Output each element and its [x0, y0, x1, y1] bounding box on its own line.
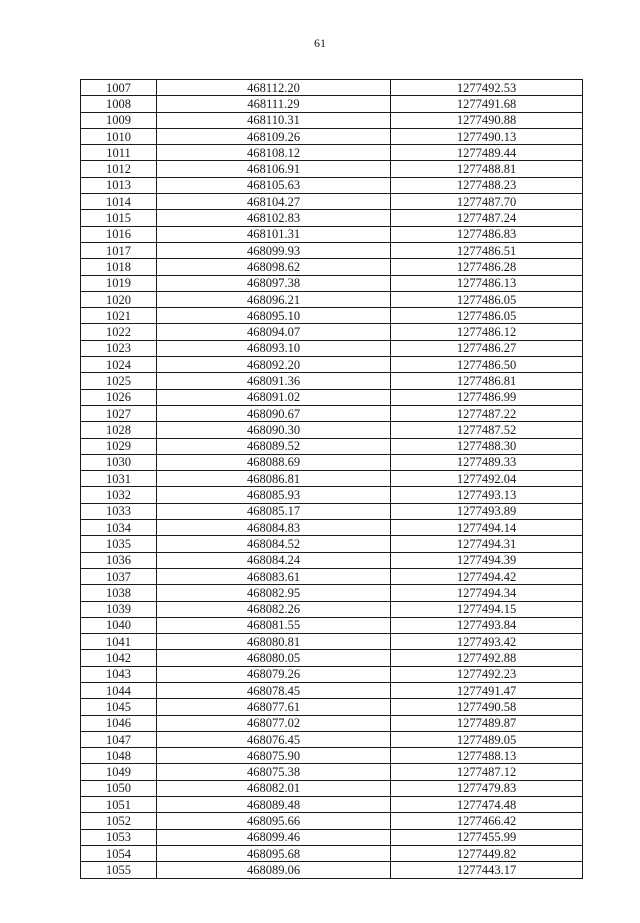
- x-coordinate-cell: 468091.02: [157, 389, 391, 405]
- x-coordinate-cell: 468077.61: [157, 699, 391, 715]
- point-number-cell: 1041: [81, 634, 157, 650]
- y-coordinate-cell: 1277489.87: [391, 715, 583, 731]
- y-coordinate-cell: 1277494.42: [391, 568, 583, 584]
- table-row: [81, 552, 583, 568]
- point-number-cell: 1048: [81, 748, 157, 764]
- y-coordinate-cell: 1277474.48: [391, 797, 583, 813]
- point-number-cell: 1042: [81, 650, 157, 666]
- y-coordinate-cell: 1277443.17: [391, 862, 583, 878]
- table-row: [81, 650, 583, 666]
- point-number-cell: 1044: [81, 682, 157, 698]
- y-coordinate-cell: 1277486.28: [391, 259, 583, 275]
- y-coordinate-cell: 1277494.14: [391, 520, 583, 536]
- x-coordinate-cell: 468094.07: [157, 324, 391, 340]
- y-coordinate-cell: 1277493.89: [391, 503, 583, 519]
- table-row: [81, 259, 583, 275]
- y-coordinate-cell: 1277479.83: [391, 780, 583, 796]
- point-number-cell: 1020: [81, 291, 157, 307]
- x-coordinate-cell: 468109.26: [157, 128, 391, 144]
- y-coordinate-cell: 1277490.88: [391, 112, 583, 128]
- y-coordinate-cell: 1277494.34: [391, 585, 583, 601]
- point-number-cell: 1034: [81, 520, 157, 536]
- table-row: [81, 80, 583, 96]
- table-row: [81, 487, 583, 503]
- x-coordinate-cell: 468091.36: [157, 373, 391, 389]
- table-row: [81, 813, 583, 829]
- x-coordinate-cell: 468095.66: [157, 813, 391, 829]
- table-row: [81, 308, 583, 324]
- x-coordinate-cell: 468095.68: [157, 845, 391, 861]
- y-coordinate-cell: 1277494.39: [391, 552, 583, 568]
- point-number-cell: 1025: [81, 373, 157, 389]
- point-number-cell: 1024: [81, 357, 157, 373]
- x-coordinate-cell: 468108.12: [157, 145, 391, 161]
- x-coordinate-cell: 468112.20: [157, 80, 391, 96]
- point-number-cell: 1010: [81, 128, 157, 144]
- table-row: [81, 128, 583, 144]
- point-number-cell: 1017: [81, 242, 157, 258]
- x-coordinate-cell: 468084.52: [157, 536, 391, 552]
- point-number-cell: 1038: [81, 585, 157, 601]
- x-coordinate-cell: 468076.45: [157, 731, 391, 747]
- table-row: [81, 324, 583, 340]
- point-number-cell: 1047: [81, 731, 157, 747]
- y-coordinate-cell: 1277486.12: [391, 324, 583, 340]
- point-number-cell: 1021: [81, 308, 157, 324]
- table-row: [81, 275, 583, 291]
- point-number-cell: 1043: [81, 666, 157, 682]
- table-row: [81, 682, 583, 698]
- table-row: [81, 194, 583, 210]
- y-coordinate-cell: 1277489.05: [391, 731, 583, 747]
- y-coordinate-cell: 1277492.04: [391, 471, 583, 487]
- x-coordinate-cell: 468098.62: [157, 259, 391, 275]
- y-coordinate-cell: 1277487.70: [391, 194, 583, 210]
- x-coordinate-cell: 468099.46: [157, 829, 391, 845]
- table-row: [81, 373, 583, 389]
- page-number: 61: [314, 36, 326, 50]
- table-row: [81, 699, 583, 715]
- x-coordinate-cell: 468101.31: [157, 226, 391, 242]
- y-coordinate-cell: 1277487.12: [391, 764, 583, 780]
- table-row: [81, 357, 583, 373]
- x-coordinate-cell: 468085.17: [157, 503, 391, 519]
- point-number-cell: 1054: [81, 845, 157, 861]
- table-row: [81, 161, 583, 177]
- y-coordinate-cell: 1277487.24: [391, 210, 583, 226]
- y-coordinate-cell: 1277487.22: [391, 405, 583, 421]
- y-coordinate-cell: 1277493.42: [391, 634, 583, 650]
- point-number-cell: 1030: [81, 454, 157, 470]
- table-row: [81, 797, 583, 813]
- table-row: [81, 96, 583, 112]
- x-coordinate-cell: 468083.61: [157, 568, 391, 584]
- table-row: [81, 422, 583, 438]
- table-row: [81, 780, 583, 796]
- table-row: [81, 503, 583, 519]
- point-number-cell: 1014: [81, 194, 157, 210]
- x-coordinate-cell: 468078.45: [157, 682, 391, 698]
- x-coordinate-cell: 468089.06: [157, 862, 391, 878]
- table-row: [81, 536, 583, 552]
- table-row: [81, 145, 583, 161]
- x-coordinate-cell: 468082.95: [157, 585, 391, 601]
- table-row: [81, 748, 583, 764]
- y-coordinate-cell: 1277492.53: [391, 80, 583, 96]
- y-coordinate-cell: 1277486.99: [391, 389, 583, 405]
- table-row: [81, 226, 583, 242]
- table-row: [81, 340, 583, 356]
- table-row: [81, 242, 583, 258]
- point-number-cell: 1008: [81, 96, 157, 112]
- table-row: [81, 389, 583, 405]
- x-coordinate-cell: 468095.10: [157, 308, 391, 324]
- point-number-cell: 1009: [81, 112, 157, 128]
- y-coordinate-cell: 1277488.30: [391, 438, 583, 454]
- point-number-cell: 1018: [81, 259, 157, 275]
- y-coordinate-cell: 1277486.51: [391, 242, 583, 258]
- table-row: [81, 601, 583, 617]
- point-number-cell: 1049: [81, 764, 157, 780]
- y-coordinate-cell: 1277488.13: [391, 748, 583, 764]
- x-coordinate-cell: 468102.83: [157, 210, 391, 226]
- point-number-cell: 1033: [81, 503, 157, 519]
- x-coordinate-cell: 468089.48: [157, 797, 391, 813]
- y-coordinate-cell: 1277491.68: [391, 96, 583, 112]
- table-row: [81, 568, 583, 584]
- point-number-cell: 1045: [81, 699, 157, 715]
- coordinates-table-body: [81, 80, 583, 879]
- y-coordinate-cell: 1277494.31: [391, 536, 583, 552]
- table-row: [81, 617, 583, 633]
- y-coordinate-cell: 1277490.13: [391, 128, 583, 144]
- x-coordinate-cell: 468104.27: [157, 194, 391, 210]
- y-coordinate-cell: 1277494.15: [391, 601, 583, 617]
- y-coordinate-cell: 1277491.47: [391, 682, 583, 698]
- point-number-cell: 1037: [81, 568, 157, 584]
- table-row: [81, 210, 583, 226]
- table-row: [81, 731, 583, 747]
- table-row: [81, 438, 583, 454]
- x-coordinate-cell: 468081.55: [157, 617, 391, 633]
- point-number-cell: 1035: [81, 536, 157, 552]
- point-number-cell: 1055: [81, 862, 157, 878]
- point-number-cell: 1029: [81, 438, 157, 454]
- point-number-cell: 1046: [81, 715, 157, 731]
- point-number-cell: 1013: [81, 177, 157, 193]
- x-coordinate-cell: 468075.38: [157, 764, 391, 780]
- y-coordinate-cell: 1277489.44: [391, 145, 583, 161]
- y-coordinate-cell: 1277486.50: [391, 357, 583, 373]
- x-coordinate-cell: 468075.90: [157, 748, 391, 764]
- y-coordinate-cell: 1277489.33: [391, 454, 583, 470]
- point-number-cell: 1032: [81, 487, 157, 503]
- x-coordinate-cell: 468110.31: [157, 112, 391, 128]
- x-coordinate-cell: 468084.83: [157, 520, 391, 536]
- y-coordinate-cell: 1277488.81: [391, 161, 583, 177]
- x-coordinate-cell: 468086.81: [157, 471, 391, 487]
- x-coordinate-cell: 468080.05: [157, 650, 391, 666]
- y-coordinate-cell: 1277486.81: [391, 373, 583, 389]
- table-row: [81, 764, 583, 780]
- point-number-cell: 1050: [81, 780, 157, 796]
- x-coordinate-cell: 468089.52: [157, 438, 391, 454]
- y-coordinate-cell: 1277492.23: [391, 666, 583, 682]
- point-number-cell: 1022: [81, 324, 157, 340]
- x-coordinate-cell: 468093.10: [157, 340, 391, 356]
- point-number-cell: 1011: [81, 145, 157, 161]
- table-row: [81, 862, 583, 878]
- y-coordinate-cell: 1277486.05: [391, 308, 583, 324]
- table-row: [81, 829, 583, 845]
- point-number-cell: 1052: [81, 813, 157, 829]
- x-coordinate-cell: 468084.24: [157, 552, 391, 568]
- y-coordinate-cell: 1277466.42: [391, 813, 583, 829]
- y-coordinate-cell: 1277486.27: [391, 340, 583, 356]
- point-number-cell: 1015: [81, 210, 157, 226]
- y-coordinate-cell: 1277455.99: [391, 829, 583, 845]
- table-row: [81, 666, 583, 682]
- y-coordinate-cell: 1277486.13: [391, 275, 583, 291]
- point-number-cell: 1039: [81, 601, 157, 617]
- x-coordinate-cell: 468105.63: [157, 177, 391, 193]
- point-number-cell: 1007: [81, 80, 157, 96]
- x-coordinate-cell: 468099.93: [157, 242, 391, 258]
- point-number-cell: 1031: [81, 471, 157, 487]
- point-number-cell: 1028: [81, 422, 157, 438]
- x-coordinate-cell: 468097.38: [157, 275, 391, 291]
- y-coordinate-cell: 1277486.83: [391, 226, 583, 242]
- x-coordinate-cell: 468106.91: [157, 161, 391, 177]
- x-coordinate-cell: 468092.20: [157, 357, 391, 373]
- y-coordinate-cell: 1277449.82: [391, 845, 583, 861]
- table-row: [81, 112, 583, 128]
- y-coordinate-cell: 1277493.13: [391, 487, 583, 503]
- x-coordinate-cell: 468080.81: [157, 634, 391, 650]
- point-number-cell: 1019: [81, 275, 157, 291]
- x-coordinate-cell: 468077.02: [157, 715, 391, 731]
- point-number-cell: 1023: [81, 340, 157, 356]
- x-coordinate-cell: 468079.26: [157, 666, 391, 682]
- point-number-cell: 1040: [81, 617, 157, 633]
- y-coordinate-cell: 1277493.84: [391, 617, 583, 633]
- table-row: [81, 454, 583, 470]
- table-row: [81, 291, 583, 307]
- point-number-cell: 1026: [81, 389, 157, 405]
- table-row: [81, 715, 583, 731]
- point-number-cell: 1027: [81, 405, 157, 421]
- y-coordinate-cell: 1277490.58: [391, 699, 583, 715]
- table-row: [81, 520, 583, 536]
- table-row: [81, 471, 583, 487]
- table-row: [81, 585, 583, 601]
- point-number-cell: 1016: [81, 226, 157, 242]
- table-row: [81, 845, 583, 861]
- y-coordinate-cell: 1277488.23: [391, 177, 583, 193]
- y-coordinate-cell: 1277486.05: [391, 291, 583, 307]
- y-coordinate-cell: 1277492.88: [391, 650, 583, 666]
- table-row: [81, 177, 583, 193]
- table-row: [81, 634, 583, 650]
- x-coordinate-cell: 468088.69: [157, 454, 391, 470]
- x-coordinate-cell: 468111.29: [157, 96, 391, 112]
- point-number-cell: 1051: [81, 797, 157, 813]
- coordinates-table: [80, 79, 583, 879]
- x-coordinate-cell: 468090.30: [157, 422, 391, 438]
- x-coordinate-cell: 468085.93: [157, 487, 391, 503]
- table-row: [81, 405, 583, 421]
- point-number-cell: 1053: [81, 829, 157, 845]
- x-coordinate-cell: 468082.26: [157, 601, 391, 617]
- point-number-cell: 1012: [81, 161, 157, 177]
- x-coordinate-cell: 468096.21: [157, 291, 391, 307]
- y-coordinate-cell: 1277487.52: [391, 422, 583, 438]
- x-coordinate-cell: 468090.67: [157, 405, 391, 421]
- point-number-cell: 1036: [81, 552, 157, 568]
- x-coordinate-cell: 468082.01: [157, 780, 391, 796]
